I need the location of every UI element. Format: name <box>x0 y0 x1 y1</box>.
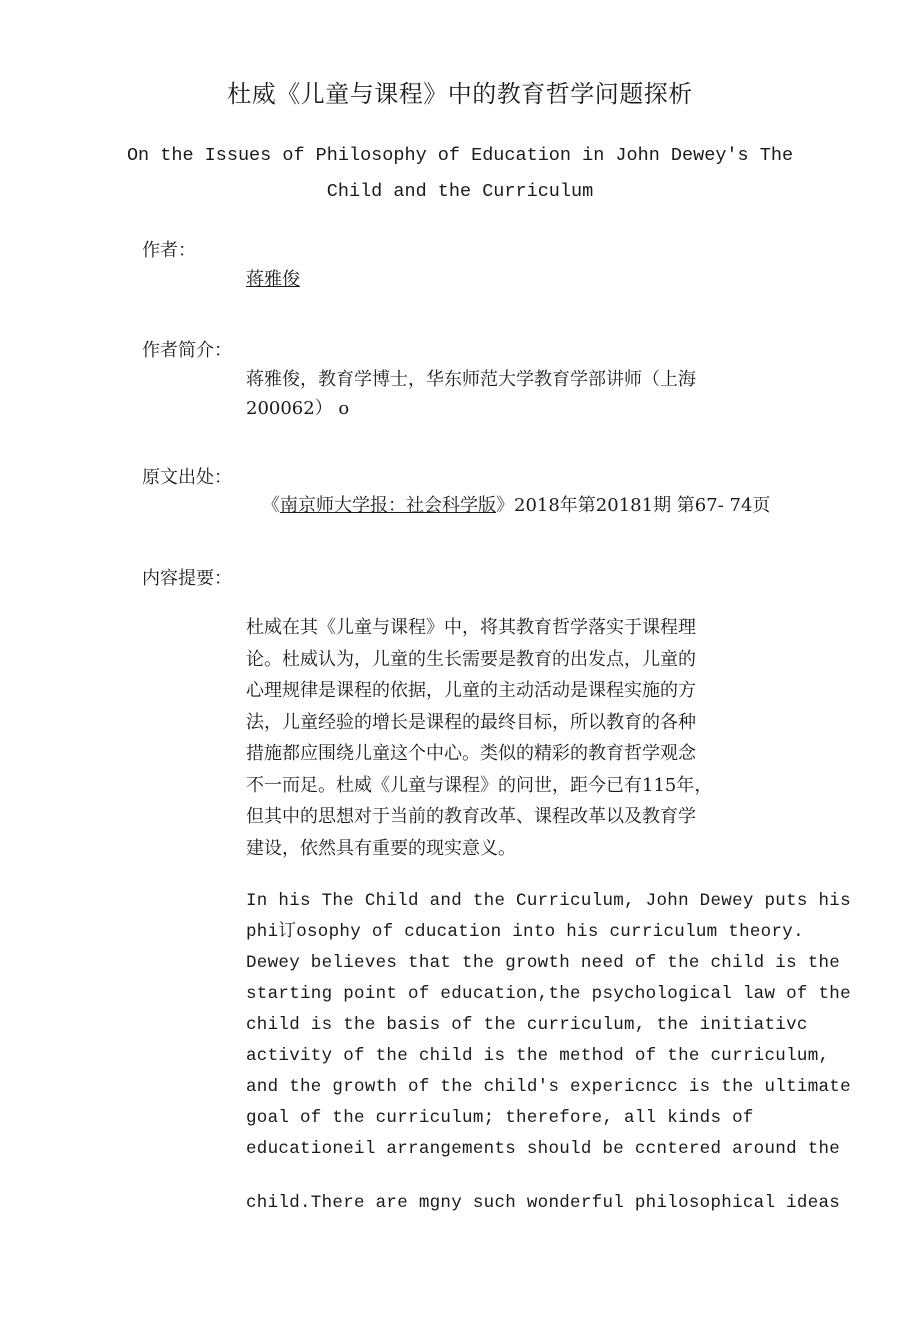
abstract-en-line: starting point of education,the psychological law of the <box>246 984 851 1004</box>
abstract-en-line: goal of the curriculum; therefore, all kinds of <box>246 1108 754 1128</box>
abstract-cn-line: 论。杜威认为，儿童的生长需要是教育的出发点，儿童的 <box>246 648 696 670</box>
abstract-cn-line: 法，儿童经验的增长是课程的最终目标，所以教育的各种 <box>246 711 696 733</box>
abstract-en-line: phi订osophy of cducation into his curriculum theory. <box>246 922 804 942</box>
abstract-chinese <box>246 612 746 864</box>
author-bio: 蒋雅俊，教育学博士，华东师范大学教育学部讲师（上海 200062） o <box>246 369 696 419</box>
journal-link[interactable]: 南京师大学报：社会科学版 <box>280 495 496 516</box>
abstract-cn-line: 措施都应围绕儿童这个中心。类似的精彩的教育哲学观念 <box>246 743 696 764</box>
abstract-en-line: educationeil arrangements should be ccntered around the <box>246 1139 841 1159</box>
abstract-en-line: child is the basis of the curriculum, the initiativc <box>246 1015 808 1035</box>
abstract-english <box>246 886 851 1165</box>
source-open-bracket: 《 <box>262 495 280 516</box>
abstract-cn-line: 杜威在其《儿童与课程》中，将其教育哲学落实于课程理 <box>246 617 696 638</box>
abstract-cn-line: 心理规律是课程的依据，儿童的主动活动是课程实施的方 <box>246 680 696 701</box>
chinese-title: 杜威《儿童与课程》中的教育哲学问题探析 <box>227 80 693 108</box>
abstract-en-line: Dewey believes that the growth need of the child is the <box>246 953 841 973</box>
author-label: 作者： <box>142 240 196 261</box>
abstract-en-line: In his The Child and the Curriculum, John Dewey puts his <box>246 891 851 911</box>
source-label: 原文出处： <box>142 467 232 488</box>
abstract-en-line: activity of the child is the method of the curriculum, <box>246 1046 830 1066</box>
english-title: On the Issues of Philosophy of Education in John Dewey's The Child and the Curriculum <box>126 145 794 202</box>
abstract-en-line: and the growth of the child's expericncc is the ultimate <box>246 1077 851 1097</box>
abstract-cn-line: 建设，依然具有重要的现实意义。 <box>246 837 516 859</box>
author-name-link[interactable]: 蒋雅俊 <box>246 269 300 290</box>
abstract-cn-line: 但其中的思想对于当前的教育改革、课程改革以及教育学 <box>246 806 696 827</box>
abstract-en-continued: child.There are mgny such wonderful philosophical ideas <box>246 1193 841 1213</box>
bio-label: 作者简介： <box>142 340 232 361</box>
source-issue-pages: 》2018年第20181期 第67- 74页 <box>496 495 771 516</box>
abstract-label: 内容提要： <box>142 568 232 589</box>
abstract-cn-line: 不一而足。杜威《儿童与课程》的问世，距今已有115年， <box>246 774 713 796</box>
source-citation <box>262 491 770 520</box>
